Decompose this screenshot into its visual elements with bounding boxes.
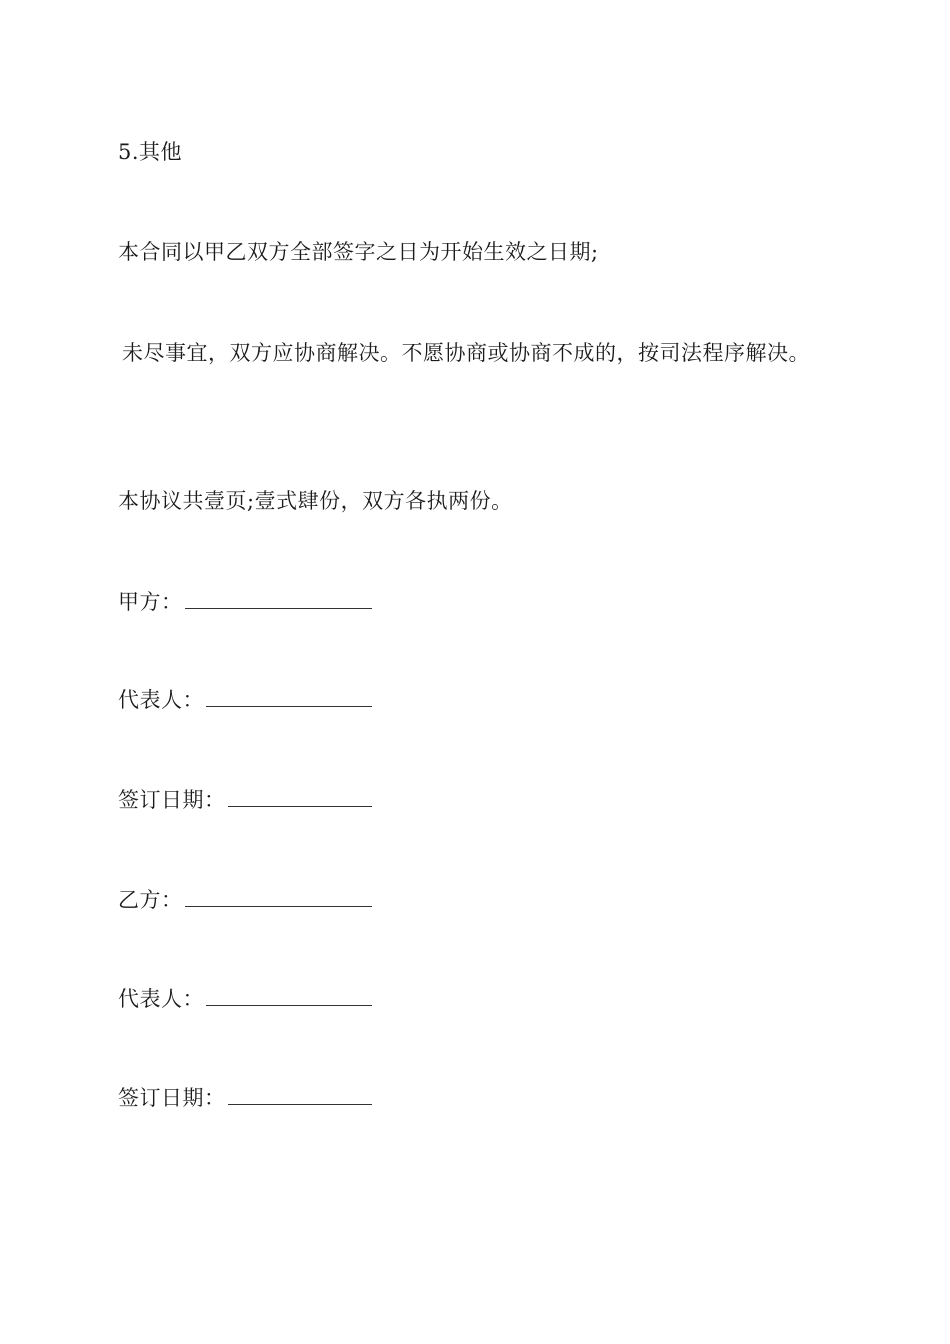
- party-b-representative-label: 代表人：: [118, 987, 204, 1011]
- party-b-row: [118, 886, 372, 914]
- party-b-date-row: [118, 1084, 372, 1112]
- party-a-representative-label: 代表人：: [118, 688, 204, 712]
- party-a-row: [118, 588, 372, 616]
- party-a-date-label: 签订日期：: [118, 788, 226, 812]
- party-a-date-row: [118, 786, 372, 814]
- party-a-date-line[interactable]: [228, 786, 372, 807]
- party-a-label: 甲方：: [118, 590, 183, 614]
- section-heading: 5.其他: [118, 140, 183, 164]
- party-b-representative-signature-line[interactable]: [206, 985, 372, 1006]
- effective-clause: 本合同以甲乙双方全部签字之日为开始生效之日期;: [118, 240, 599, 264]
- party-b-signature-line[interactable]: [185, 886, 372, 907]
- party-b-label: 乙方：: [118, 888, 183, 912]
- party-b-representative-row: [118, 985, 372, 1013]
- dispute-clause: 未尽事宜，双方应协商解决。不愿协商或协商不成的，按司法程序解决。: [122, 341, 810, 365]
- party-a-representative-row: [118, 686, 372, 714]
- party-a-representative-signature-line[interactable]: [206, 686, 372, 707]
- copies-clause: 本协议共壹页;壹式肆份，双方各执两份。: [118, 489, 513, 513]
- party-b-date-line[interactable]: [228, 1084, 372, 1105]
- party-a-signature-line[interactable]: [185, 588, 372, 609]
- party-b-date-label: 签订日期：: [118, 1086, 226, 1110]
